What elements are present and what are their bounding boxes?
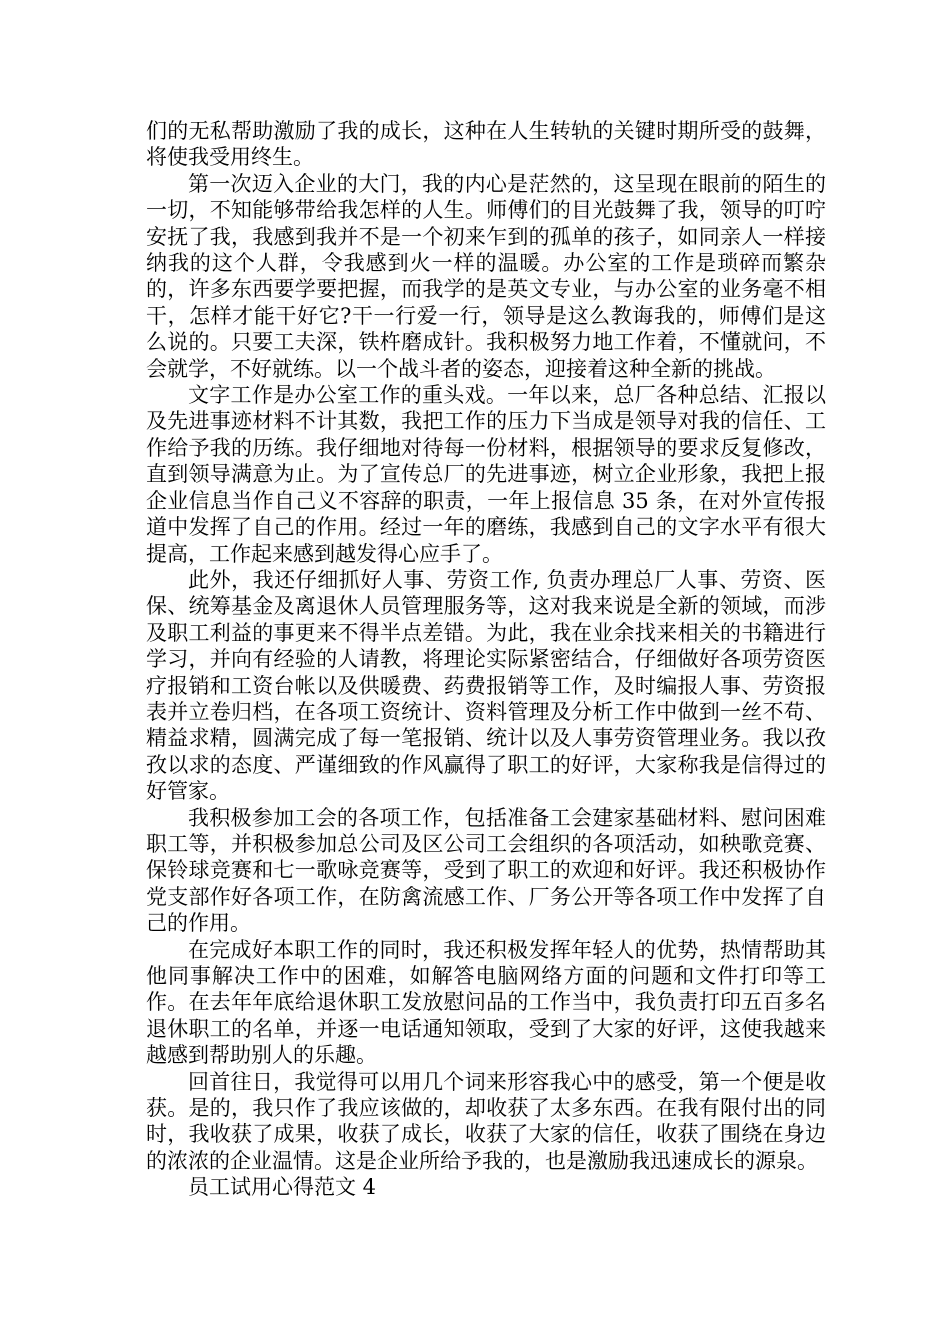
paragraph-writing-work: 文字工作是办公室工作的重头戏。一年以来，总厂各种总结、汇报以及先进事迹材料不计其数，我把工作的压力下当成是领导对我的信任、工作给予我的历练。我仔细地对待每一份材料，根据领导的要求反复修改，直到领导满意为止。为了宣传总厂的先进事迹，树立企业形象，我把上报企业信息当作自己义不容辞的职责，一年上报信息 35 条，在对外宣传报道中发挥了自己的作用。经过一年的磨练，我感到自己的文字水平有很大提高，工作起来感到越发得心应手了。 [146,383,826,566]
paragraph-helping-colleagues: 在完成好本职工作的同时，我还积极发挥年轻人的优势，热情帮助其他同事解决工作中的困难，如解答电脑网络方面的问题和文件打印等工作。在去年年底给退休职工发放慰问品的工作当中，我负责打印五百多名退休职工的名单，并逐一电话通知领取，受到了大家的好评，这使我越来越感到帮助别人的乐趣。 [146,937,826,1068]
paragraph-reflection: 回首往日，我觉得可以用几个词来形容我心中的感受，第一个便是收获。是的，我只作了我应该做的，却收获了太多东西。在我有限付出的同时，我收获了成果，收获了成长，收获了大家的信任，收获了围绕在身边的浓浓的企业温情。这是企业所给予我的，也是激励我迅速成长的源泉。 [146,1069,826,1173]
section-heading: 员工试用心得范文 4 [188,1175,377,1200]
document-body [146,118,826,1201]
paragraph-personnel-work: 此外，我还仔细抓好人事、劳资工作, 负责办理总厂人事、劳资、医保、统筹基金及离退休人员管理服务等，这对我来说是全新的领域，而涉及职工利益的事更来不得半点差错。为此，我在业余找来相关的书籍进行学习，并向有经验的人请教，将理论实际紧密结合，仔细做好各项劳资医疗报销和工资台帐以及供暖费、药费报销等工作，及时编报人事、劳资报表并立卷归档，在各项工资统计、资料管理及分析工作中做到一丝不苟、精益求精，圆满完成了每一笔报销、统计以及人事劳资管理业务。我以孜孜以求的态度、严谨细致的作风赢得了职工的好评，大家称我是信得过的好管家。 [146,567,826,804]
paragraph-first-day: 第一次迈入企业的大门，我的内心是茫然的，这呈现在眼前的陌生的一切，不知能够带给我怎样的人生。师傅们的目光鼓舞了我，领导的叮咛安抚了我，我感到我并不是一个初来乍到的孤单的孩子，如同亲人一样接纳我的这个人群，令我感到火一样的温暖。办公室的工作是琐碎而繁杂的，许多东西要学要把握，而我学的是英文专业，与办公室的业务毫不相干，怎样才能干好它?干一行爱一行，领导是这么教诲我的，师傅们是这么说的。只要工夫深，铁杵磨成针。我积极努力地工作着，不懂就问，不会就学，不好就练。以一个战斗者的姿态，迎接着这种全新的挑战。 [146,171,826,381]
paragraph-continuation: 们的无私帮助激励了我的成长，这种在人生转轨的关键时期所受的鼓舞，将使我受用终生。 [146,119,826,170]
paragraph-union-work: 我积极参加工会的各项工作，包括准备工会建家基础材料、慰问困难职工等，并积极参加总公司及区公司工会组织的各项活动，如秧歌竞赛、保铃球竞赛和七一歌咏竞赛等，受到了职工的欢迎和好评。我还积极协作党支部作好各项工作，在防禽流感工作、厂务公开等各项工作中发挥了自己的作用。 [146,805,826,936]
